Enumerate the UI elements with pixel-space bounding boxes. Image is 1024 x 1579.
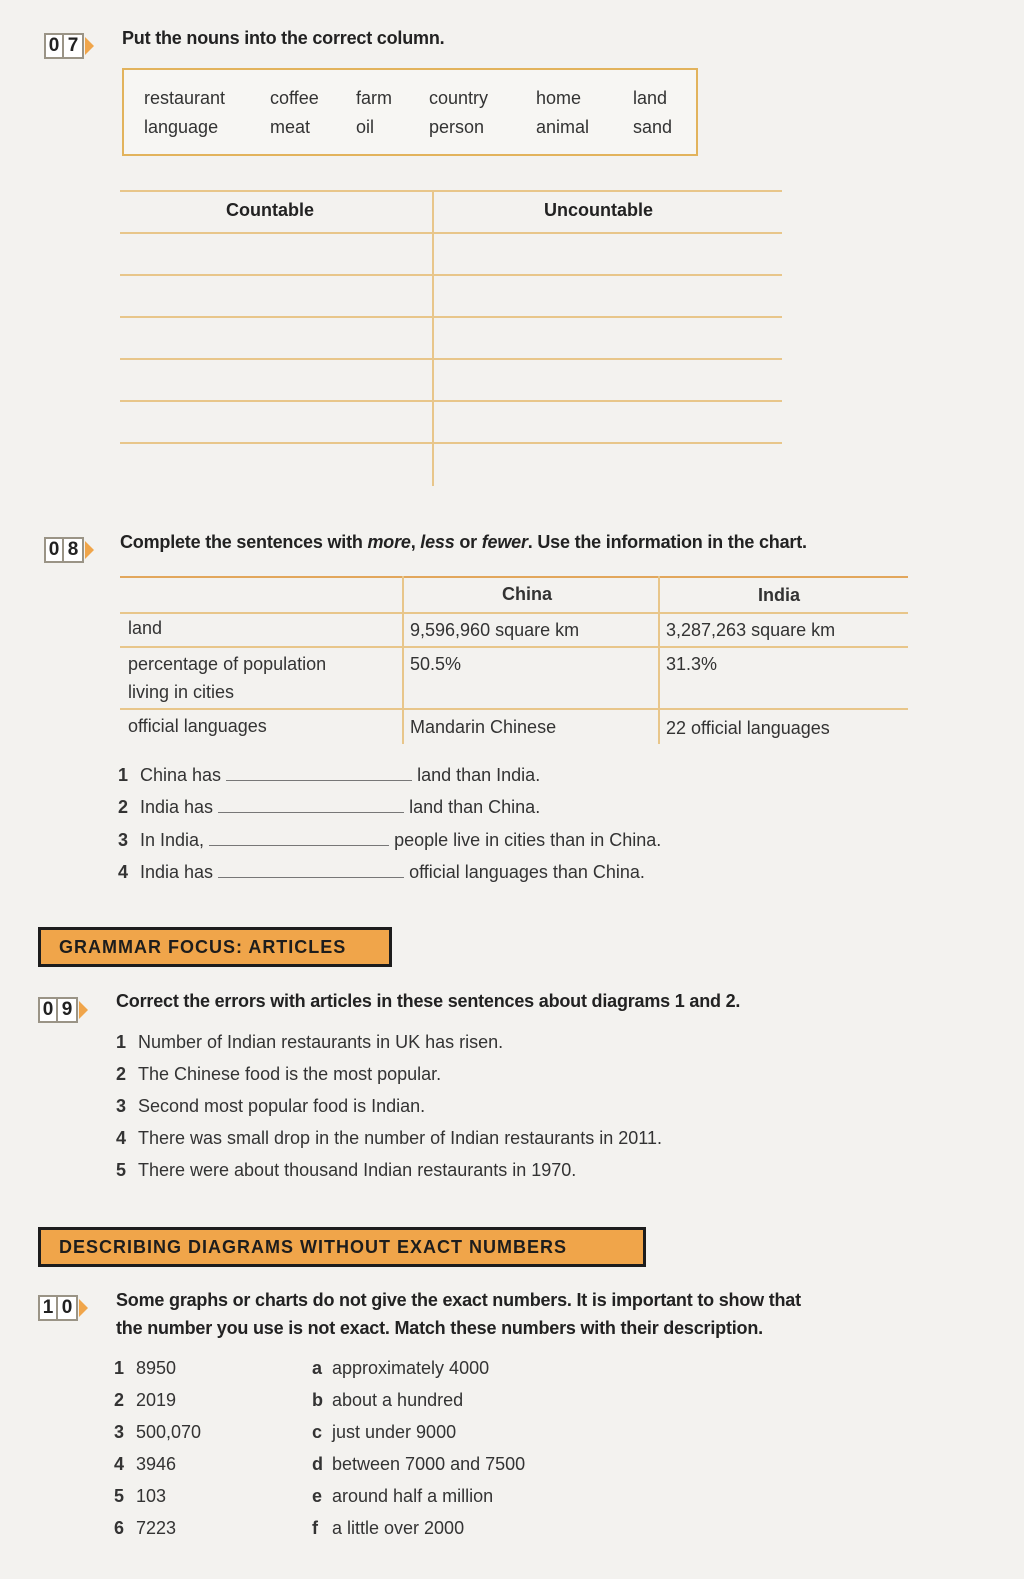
badge-digit: 8	[64, 537, 84, 563]
item-number: 2	[118, 797, 129, 817]
arrow-icon	[85, 37, 94, 55]
description-item	[312, 1518, 464, 1539]
number-item	[114, 1390, 176, 1411]
item-number: 3	[118, 830, 129, 850]
description-item	[312, 1422, 456, 1443]
item-letter: e	[312, 1486, 323, 1506]
item-number: 6	[114, 1518, 125, 1538]
word: sand	[633, 117, 673, 137]
word: meat	[270, 117, 311, 137]
answer-blank[interactable]	[218, 861, 404, 878]
item-letter: d	[312, 1454, 323, 1474]
word: country	[429, 88, 489, 108]
number-item	[114, 1358, 176, 1379]
description-item	[312, 1358, 489, 1379]
exercise-10-instruction-line2: the number you use is not exact. Match these numbers with their description.	[116, 1318, 763, 1338]
word: land	[633, 88, 668, 108]
item-number: 2	[114, 1390, 125, 1410]
item-number: 3	[114, 1422, 125, 1442]
instruction-text: . Use the information in the chart.	[527, 532, 807, 552]
answer-blank[interactable]	[209, 829, 389, 846]
describing-diagrams-heading: DESCRIBING DIAGRAMS WITHOUT EXACT NUMBERS	[38, 1227, 646, 1267]
word: person	[429, 117, 485, 137]
sentence-end: land than China.	[409, 797, 541, 817]
number-value: 2019	[136, 1390, 177, 1410]
number-item	[114, 1518, 176, 1539]
item-letter: c	[312, 1422, 323, 1442]
badge-digit: 0	[44, 537, 64, 563]
row-label: land	[128, 618, 163, 638]
item-text: The Chinese food is the most popular.	[138, 1064, 442, 1084]
item-number: 3	[116, 1096, 127, 1116]
table-rule	[120, 576, 908, 578]
answer-blank[interactable]	[218, 796, 404, 813]
item-letter: a	[312, 1358, 323, 1378]
number-item	[114, 1454, 176, 1475]
table-rule	[120, 232, 782, 234]
china-value: 50.5%	[410, 654, 462, 674]
description-text: a little over 2000	[332, 1518, 465, 1538]
number-value: 8950	[136, 1358, 177, 1378]
exercise-10-instruction-line1: Some graphs or charts do not give the exact numbers. It is important to show that	[116, 1290, 801, 1310]
badge-digit: 9	[58, 997, 78, 1023]
word: farm	[356, 88, 392, 108]
description-text: between 7000 and 7500	[332, 1454, 526, 1474]
list-item	[116, 1032, 503, 1053]
item-number: 1	[116, 1032, 127, 1052]
item-number: 1	[114, 1358, 125, 1378]
description-text: approximately 4000	[332, 1358, 490, 1378]
sentence-end: people live in cities than in China.	[394, 830, 662, 850]
description-text: just under 9000	[332, 1422, 457, 1442]
exercise-09-instruction: Correct the errors with articles in these sentences about diagrams 1 and 2.	[116, 991, 741, 1011]
sentence-start: China has	[140, 765, 222, 785]
sentence-start: In India,	[140, 830, 205, 850]
table-divider	[658, 576, 660, 744]
china-value: 9,596,960 square km	[410, 620, 580, 640]
item-number: 4	[118, 862, 129, 882]
sentence-item	[118, 829, 661, 851]
exercise-08-badge	[44, 537, 94, 563]
india-header: India	[758, 585, 801, 605]
number-item	[114, 1422, 201, 1443]
table-rule	[120, 708, 908, 710]
list-item	[116, 1096, 425, 1117]
item-text: There was small drop in the number of Indian restaurants in 2011.	[138, 1128, 662, 1148]
keyword-fewer: fewer	[481, 532, 528, 552]
row-label: official languages	[128, 716, 267, 736]
india-value: 3,287,263 square km	[666, 620, 836, 640]
row-label: living in cities	[128, 682, 235, 702]
instruction-text: ,	[410, 532, 421, 552]
description-item	[312, 1454, 525, 1475]
word: coffee	[270, 88, 319, 108]
badge-digit: 7	[64, 33, 84, 59]
description-text: around half a million	[332, 1486, 494, 1506]
exercise-09-badge	[38, 997, 88, 1023]
sentence-item	[118, 796, 540, 818]
word: restaurant	[144, 88, 226, 108]
item-number: 5	[116, 1160, 127, 1180]
badge-digit: 1	[38, 1295, 58, 1321]
table-divider	[402, 576, 404, 744]
exercise-07-badge	[44, 33, 94, 59]
sentence-start: India has	[140, 797, 214, 817]
list-item	[116, 1128, 662, 1149]
table-rule	[120, 442, 782, 444]
description-item	[312, 1390, 463, 1411]
table-rule	[120, 274, 782, 276]
word: home	[536, 88, 582, 108]
word: language	[144, 117, 219, 137]
number-value: 3946	[136, 1454, 177, 1474]
number-item	[114, 1486, 166, 1507]
sentence-item	[118, 764, 540, 786]
item-number: 4	[114, 1454, 125, 1474]
table-rule	[120, 190, 782, 192]
item-text: Number of Indian restaurants in UK has risen.	[138, 1032, 504, 1052]
table-rule	[120, 646, 908, 648]
exercise-10-badge	[38, 1295, 88, 1321]
item-letter: b	[312, 1390, 323, 1410]
badge-digit: 0	[44, 33, 64, 59]
table-rule	[120, 316, 782, 318]
item-letter: f	[312, 1518, 318, 1538]
instruction-text: Complete the sentences with	[120, 532, 368, 552]
number-value: 7223	[136, 1518, 177, 1538]
answer-blank[interactable]	[226, 764, 412, 781]
item-number: 5	[114, 1486, 125, 1506]
number-value: 103	[136, 1486, 167, 1506]
table-divider	[432, 190, 434, 486]
keyword-more: more	[367, 532, 411, 552]
word: oil	[356, 117, 375, 137]
sentence-end: land than India.	[417, 765, 541, 785]
badge-digit: 0	[58, 1295, 78, 1321]
instruction-text: or	[454, 532, 482, 552]
item-number: 2	[116, 1064, 127, 1084]
table-rule	[120, 400, 782, 402]
exercise-07-instruction: Put the nouns into the correct column.	[122, 28, 445, 48]
description-text: about a hundred	[332, 1390, 464, 1410]
grammar-focus-heading: GRAMMAR FOCUS: ARTICLES	[38, 927, 392, 967]
item-text: There were about thousand Indian restaurants in 1970.	[138, 1160, 577, 1180]
countable-header: Countable	[226, 200, 314, 220]
number-value: 500,070	[136, 1422, 202, 1442]
sentence-item	[118, 861, 645, 883]
item-number: 1	[118, 765, 129, 785]
china-header: China	[502, 584, 553, 604]
india-value: 22 official languages	[666, 718, 830, 738]
list-item	[116, 1064, 441, 1085]
list-item	[116, 1160, 576, 1181]
exercise-08-instruction	[120, 532, 807, 553]
description-item	[312, 1486, 493, 1507]
row-label: percentage of population	[128, 654, 327, 674]
word-box	[122, 68, 698, 156]
sentence-start: India has	[140, 862, 214, 882]
arrow-icon	[85, 541, 94, 559]
item-text: Second most popular food is Indian.	[138, 1096, 426, 1116]
china-value: Mandarin Chinese	[410, 717, 557, 737]
item-number: 4	[116, 1128, 127, 1148]
table-rule	[120, 358, 782, 360]
word: animal	[536, 117, 590, 137]
sentence-end: official languages than China.	[409, 862, 645, 882]
keyword-less: less	[420, 532, 455, 552]
table-rule	[120, 612, 908, 614]
uncountable-header: Uncountable	[544, 200, 654, 220]
india-value: 31.3%	[666, 654, 718, 674]
arrow-icon	[79, 1299, 88, 1317]
arrow-icon	[79, 1001, 88, 1019]
badge-digit: 0	[38, 997, 58, 1023]
